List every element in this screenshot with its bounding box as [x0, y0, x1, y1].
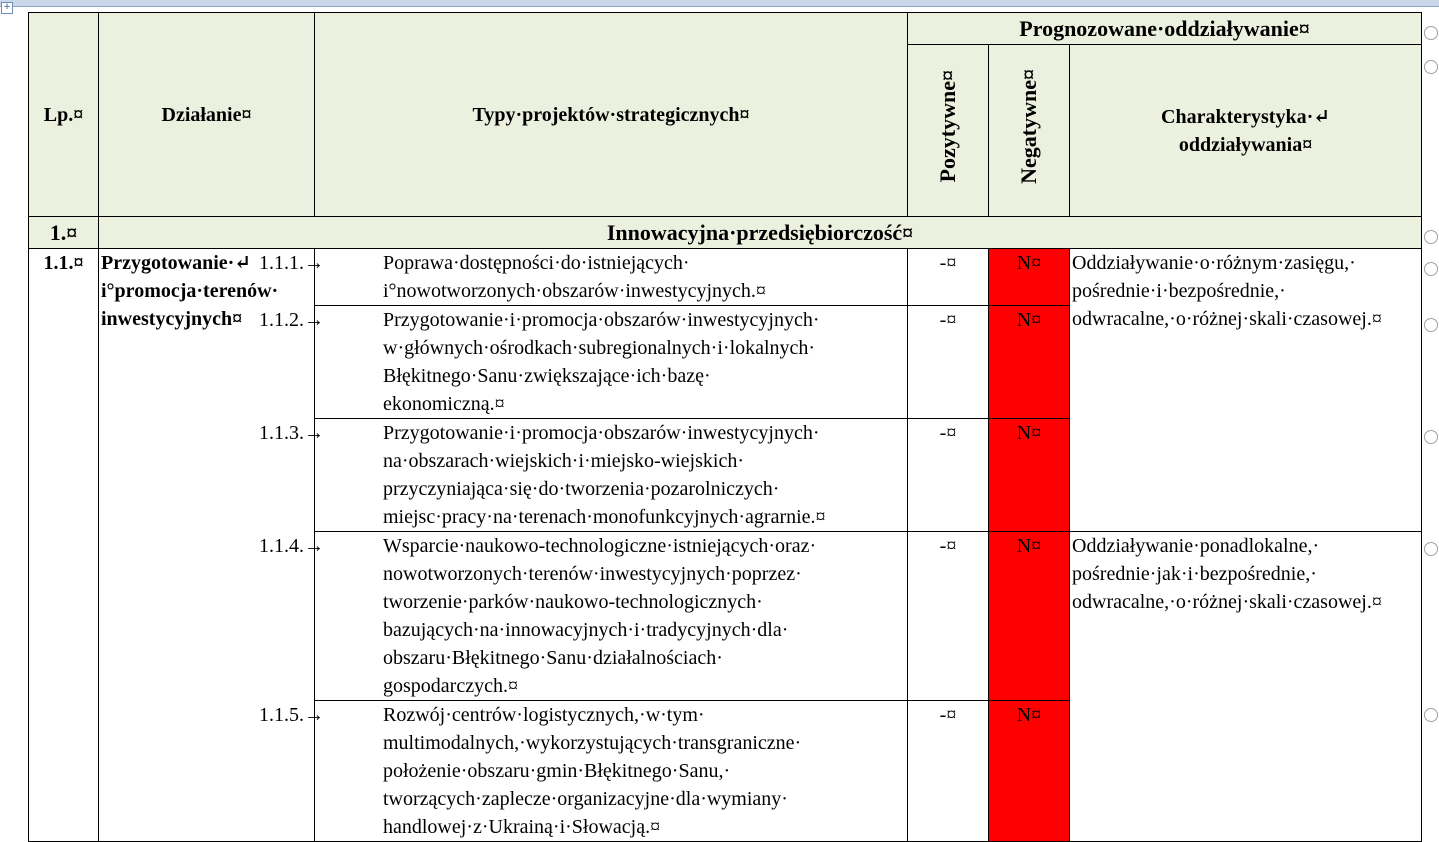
text-line: Błękitnego·Sanu·zwiększające·ich·bazę· — [383, 365, 711, 387]
text-line: Rozwój·centrów·logistycznych,·w·tym· — [383, 704, 705, 726]
text-line: obszaru·Błękitnego·Sanu·działalnościach· — [383, 647, 723, 669]
end-of-row-markers — [1424, 0, 1439, 827]
project-type-1-1-4[interactable] — [259, 532, 908, 701]
header-negatywne-text: Negatywne¤ — [1016, 69, 1041, 184]
text-line: Przygotowanie·i·promocja·obszarów·inwestycyjnych· — [383, 309, 820, 331]
negative-value: N¤ — [1016, 309, 1042, 331]
project-type-1-1-3[interactable] — [259, 419, 908, 532]
project-type-text — [259, 419, 907, 531]
end-of-row-marker-icon — [1424, 542, 1438, 556]
characteristic-line: pośrednie·jak·i·bezpośrednie,· — [1072, 563, 1317, 585]
text-line: Przygotowanie·i·promocja·obszarów·inwestycyjnych· — [383, 422, 820, 444]
header-charakterystyka-line2: oddziaływania¤ — [1178, 133, 1313, 156]
project-type-text — [259, 532, 907, 700]
action-title-line2: i°promocja·terenów· — [101, 280, 279, 302]
section-title-text: Innowacyjna·przedsiębiorczość¤ — [606, 219, 914, 245]
characteristic-cell-2[interactable] — [1070, 532, 1422, 842]
positive-cell[interactable] — [908, 419, 989, 532]
text-line: i°nowotworzonych·obszarów·inwestycyjnych.¤ — [383, 280, 766, 302]
section-number — [29, 217, 99, 249]
characteristic-line: odwracalne,·o·różnej·skali·czasowej.¤ — [1072, 591, 1382, 613]
header-pozytywne — [908, 45, 989, 217]
end-of-row-marker-icon — [1424, 318, 1438, 332]
section-title — [99, 217, 1422, 249]
characteristic-line: Oddziaływanie·o·różnym·zasięgu,· — [1072, 252, 1356, 274]
project-number: 1.1.3.→ — [259, 422, 324, 444]
positive-cell[interactable] — [908, 249, 989, 306]
action-title-line3: inwestycyjnych¤ — [101, 308, 243, 330]
negative-value: N¤ — [1016, 704, 1042, 726]
characteristic-cell-1[interactable] — [1070, 249, 1422, 532]
characteristic-line: odwracalne,·o·różnej·skali·czasowej.¤ — [1072, 308, 1382, 330]
header-typy-text: Typy·projektów·strategicznych¤ — [472, 103, 750, 126]
table-move-handle-icon[interactable]: + — [1, 2, 13, 14]
end-of-row-marker-icon — [1424, 60, 1438, 74]
negative-value: N¤ — [1016, 422, 1042, 444]
header-negatywne — [989, 45, 1070, 217]
action-title-line1: Przygotowanie·↵ — [101, 252, 252, 274]
text-line: handlowej·z·Ukrainą·i·Słowacją.¤ — [383, 816, 661, 838]
text-line: gospodarczych.¤ — [383, 675, 518, 697]
header-typy — [315, 13, 908, 217]
project-type-1-1-2[interactable] — [259, 306, 908, 419]
project-number: 1.1.2.→ — [259, 309, 324, 331]
positive-value: -¤ — [939, 535, 957, 557]
project-type-text — [259, 701, 907, 841]
project-number: 1.1.4.→ — [259, 535, 324, 557]
text-line: w·głównych·ośrodkach·subregionalnych·i·lokalnych· — [383, 337, 816, 359]
characteristic-line: Oddziaływanie·ponadlokalne,· — [1072, 535, 1320, 557]
project-type-text — [259, 249, 907, 305]
header-lp — [29, 13, 99, 217]
project-number: 1.1.1.→ — [259, 252, 324, 274]
header-charakterystyka-line1: Charakterystyka·↵ — [1161, 105, 1330, 128]
header-dzialanie — [99, 13, 315, 217]
negative-cell[interactable] — [989, 419, 1070, 532]
action-number-text: 1.1.¤ — [43, 252, 84, 274]
header-lp-text: Lp.¤ — [43, 103, 84, 126]
header-pozytywne-text: Pozytywne¤ — [935, 70, 960, 183]
project-type-1-1-5[interactable] — [259, 701, 908, 842]
positive-cell[interactable] — [908, 532, 989, 701]
positive-cell[interactable] — [908, 306, 989, 419]
negative-value: N¤ — [1016, 535, 1042, 557]
negative-cell[interactable] — [989, 306, 1070, 419]
positive-value: -¤ — [939, 252, 957, 274]
horizontal-ruler[interactable] — [0, 0, 1439, 7]
negative-cell[interactable] — [989, 532, 1070, 701]
text-line: Wsparcie·naukowo-technologiczne·istniejących·oraz· — [383, 535, 817, 557]
end-of-row-marker-icon — [1424, 262, 1438, 276]
text-line: tworzących·zaplecze·organizacyjne·dla·wymiany· — [383, 788, 788, 810]
text-line: Poprawa·dostępności·do·istniejących· — [383, 252, 690, 274]
header-prognozowane — [908, 13, 1422, 45]
positive-cell[interactable] — [908, 701, 989, 842]
impact-table — [28, 12, 1422, 842]
text-line: bazujących·na·innowacyjnych·i·tradycyjnych·dla· — [383, 619, 789, 641]
text-line: tworzenie·parków·naukowo-technologicznych· — [383, 591, 763, 613]
characteristic-line: pośrednie·i·bezpośrednie,· — [1072, 280, 1286, 302]
text-line: multimodalnych,·wykorzystujących·transgraniczne· — [383, 732, 802, 754]
negative-cell[interactable] — [989, 249, 1070, 306]
end-of-row-marker-icon — [1424, 26, 1438, 40]
header-dzialanie-text: Działanie¤ — [161, 103, 252, 126]
negative-cell[interactable] — [989, 701, 1070, 842]
text-line: nowotworzonych·terenów·inwestycyjnych·poprzez· — [383, 563, 802, 585]
text-line: miejsc·pracy·na·terenach·monofunkcyjnych·agrarnie.¤ — [383, 506, 826, 528]
section-number-text: 1.¤ — [49, 219, 78, 245]
text-line: przyczyniająca·się·do·tworzenia·pozarolniczych· — [383, 478, 780, 500]
text-line: ekonomiczną.¤ — [383, 393, 505, 415]
end-of-row-marker-icon — [1424, 430, 1438, 444]
positive-value: -¤ — [939, 309, 957, 331]
end-of-row-marker-icon — [1424, 708, 1438, 722]
positive-value: -¤ — [939, 704, 957, 726]
positive-value: -¤ — [939, 422, 957, 444]
project-number: 1.1.5.→ — [259, 704, 324, 726]
project-type-1-1-1[interactable] — [259, 249, 908, 306]
text-line: na·obszarach·wiejskich·i·miejsko-wiejskich· — [383, 450, 744, 472]
text-line: położenie·obszaru·gmin·Błękitnego·Sanu,· — [383, 760, 731, 782]
negative-value: N¤ — [1016, 252, 1042, 274]
header-prognozowane-text: Prognozowane·oddziaływanie¤ — [1019, 15, 1310, 41]
header-charakterystyka — [1070, 45, 1422, 217]
end-of-row-marker-icon — [1424, 230, 1438, 244]
project-type-text — [259, 306, 907, 418]
action-number — [29, 249, 99, 842]
